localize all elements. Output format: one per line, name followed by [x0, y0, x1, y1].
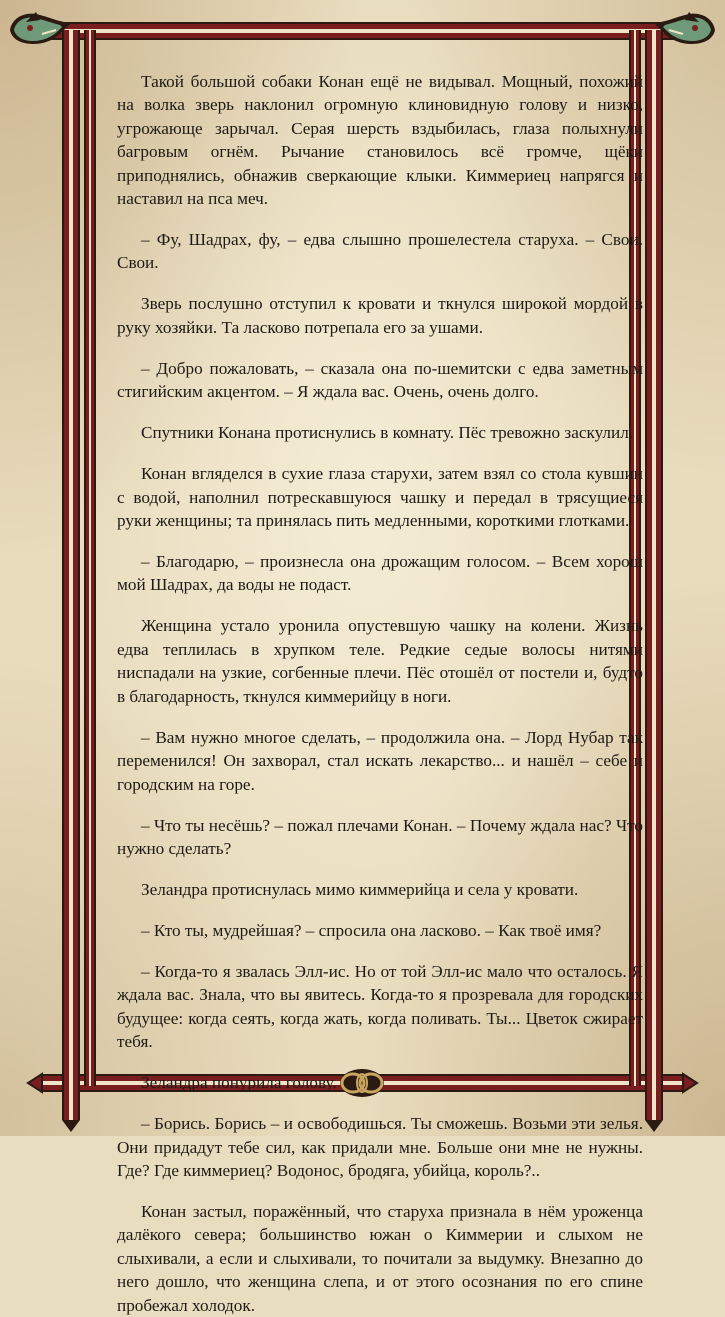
right-outer-pole: [645, 30, 663, 1120]
paragraph: Такой большой собаки Конан ещё не видывал. Мощный, похожий на волка зверь наклонил огромную клиновидную голову и низко, угрожающе зарычал. Серая шерсть вздыбилась, глаза полыхнули багровым огнём. Рычание становилось всё громче, щёки приподнялись, обнажив сверкающие клыки. Киммериец напрягся и наставил на пса меч.: [117, 72, 643, 209]
paragraph: Конан застыл, поражённый, что старуха признала в нём уроженца далёкого севера; большинство южан о Киммерии и слыхом не слыхивали, а если и слыхивали, то почитали за выдумку. Внезапно до него дошло, что женщина слепа, и от этого осознания по его спине пробежал холодок.: [117, 1201, 643, 1315]
paragraph: – Что ты несёшь? – пожал плечами Конан. – Почему ждала нас? Что нужно сделать?: [117, 815, 643, 858]
paragraph: – Фу, Шадрах, фу, – едва слышно прошелестела старуха. – Свои. Свои.: [117, 230, 643, 273]
paragraph: Спутники Конана протиснулись в комнату. Пёс тревожно заскулил.: [141, 423, 634, 443]
paragraph: – Кто ты, мудрейшая? – спросила она ласково. – Как твоё имя?: [141, 920, 602, 940]
left-outer-pole: [62, 30, 80, 1120]
paragraph: – Борись. Борись – и освободишься. Ты сможешь. Возьми эти зелья. Они придадут тебе сил, как придали мне. Больше они мне не нужны. Где? Где киммериец? Водонос, бродяга, убийца, король?..: [117, 1114, 643, 1180]
paragraph: Зеландра понурила голову.: [141, 1073, 337, 1093]
left-inner-pole: [84, 30, 96, 1086]
top-border-bar: [48, 22, 677, 40]
paragraph: Конан вгляделся в сухие глаза старухи, затем взял со стола кувшин с водой, наполнил потрескавшуюся чашку и передал в трясущиеся руки женщины; та принялась пить медленными, короткими глотками.: [117, 464, 643, 531]
paragraph: – Благодарю, – произнесла она дрожащим голосом. – Всем хорош мой Шадрах, да воды не подаст.: [117, 552, 643, 595]
paragraph: – Добро пожаловать, – сказала она по-шемитски с едва заметным стигийским акцентом. – Я ждала вас. Очень, очень долго.: [117, 358, 643, 402]
paragraph: Зеландра протиснулась мимо киммерийца и села у кровати.: [141, 879, 579, 899]
paragraph: Зверь послушно отступил к кровати и ткнулся широкой мордой в руку хозяйки. Та ласково потрепала его за ушами.: [117, 294, 643, 337]
paragraph: – Вам нужно многое сделать, – продолжила она. – Лорд Нубар так переменился! Он захворал, стал искать лекарство... и нашёл – себе и городским на горе.: [117, 727, 643, 794]
paragraph: Женщина устало уронила опустевшую чашку на колени. Жизнь едва теплилась в хрупком теле. Редкие седые волосы нитями ниспадали на узкие, согбенные плечи. Пёс отошёл от постели и, будто в благодарность, ткнулся киммерийцу в ноги.: [117, 616, 643, 706]
paragraph: – Когда-то я звалась Элл-ис. Но от той Элл-ис мало что осталось. Я ждала вас. Знала, что вы явитесь. Когда-то я прозревала для городских будущее: когда сеять, когда жать, когда поливать. Ты... Цветок сжирает тебя.: [117, 961, 643, 1052]
story-text-body: [117, 70, 643, 1315]
